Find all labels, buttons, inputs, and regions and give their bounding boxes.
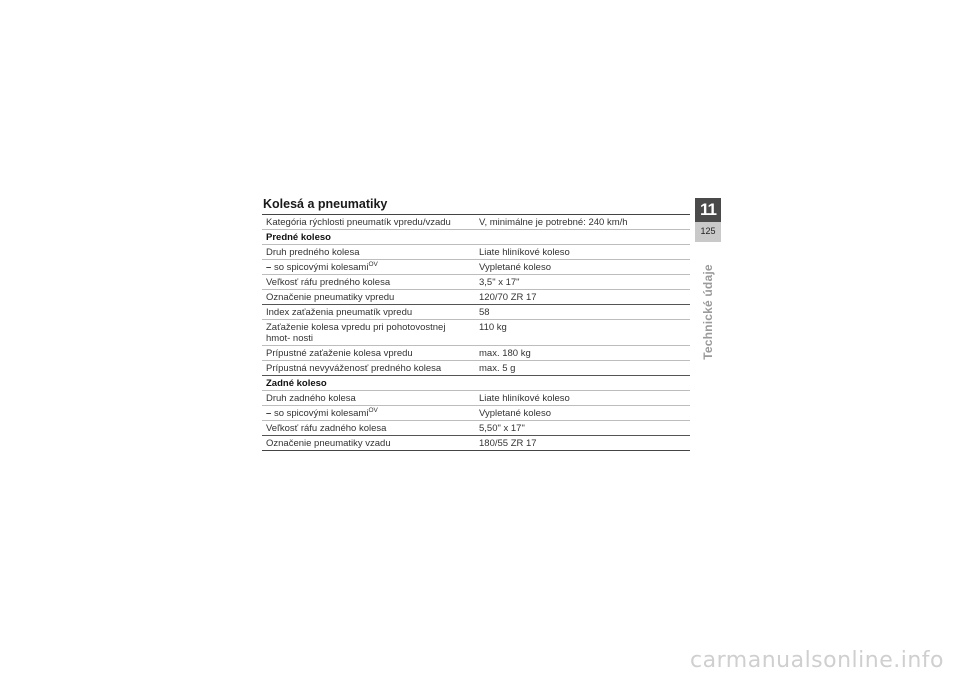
table-row xyxy=(262,260,690,275)
row-label xyxy=(262,406,475,421)
row-value: Liate hliníkové koleso xyxy=(479,393,570,404)
table-row xyxy=(262,245,690,260)
page-number: 125 xyxy=(700,226,716,236)
dash-marker: – xyxy=(266,408,272,419)
row-label: Druh zadného kolesa xyxy=(266,393,356,404)
table-row xyxy=(262,361,690,376)
option-superscript: OV xyxy=(368,406,378,414)
row-label: Veľkosť ráfu predného kolesa xyxy=(266,277,391,288)
spec-table xyxy=(262,214,690,451)
side-label-container xyxy=(700,252,716,372)
table-row xyxy=(262,320,690,346)
row-value: Liate hliníkové koleso xyxy=(479,247,570,258)
table-row xyxy=(262,215,690,230)
row-value: 5,50" x 17" xyxy=(479,423,525,434)
heading-label: Zadné koleso xyxy=(266,378,327,389)
row-label: Index zaťaženia pneumatík vpredu xyxy=(266,307,413,318)
table-row xyxy=(262,346,690,361)
section-title: Kolesá a pneumatiky xyxy=(263,197,388,211)
table-row xyxy=(262,421,690,436)
table-section-heading xyxy=(262,376,690,391)
row-value: max. 180 kg xyxy=(479,348,531,359)
heading-label: Predné koleso xyxy=(266,232,331,243)
row-value: Vypletané koleso xyxy=(479,408,552,419)
row-label: Zaťaženie kolesa vpredu pri pohotovostnej hmot- nosti xyxy=(266,322,446,344)
table-row xyxy=(262,406,690,421)
row-label: Označenie pneumatiky vzadu xyxy=(266,438,391,449)
row-label: Kategória rýchlosti pneumatík vpredu/vzadu xyxy=(266,217,451,228)
option-superscript: OV xyxy=(368,260,378,268)
table-section-heading xyxy=(262,230,690,245)
row-label: Veľkosť ráfu zadného kolesa xyxy=(266,423,387,434)
option-label: so spicovými kolesami xyxy=(273,262,369,273)
watermark: carmanualsonline.info xyxy=(690,648,944,673)
row-label xyxy=(262,260,475,275)
chapter-number: 11 xyxy=(700,200,716,219)
side-label: Technické údaje xyxy=(701,264,715,360)
table-row xyxy=(262,436,690,451)
dash-marker: – xyxy=(266,262,272,273)
table-row xyxy=(262,290,690,305)
row-label: Druh predného kolesa xyxy=(266,247,360,258)
row-value: 180/55 ZR 17 xyxy=(479,438,537,449)
table-row xyxy=(262,305,690,320)
row-value: Vypletané koleso xyxy=(479,262,552,273)
row-label: Prípustné zaťaženie kolesa vpredu xyxy=(266,348,413,359)
row-value: max. 5 g xyxy=(479,363,516,374)
row-value: V, minimálne je potrebné: 240 km/h xyxy=(479,217,628,228)
row-label: Označenie pneumatiky vpredu xyxy=(266,292,395,303)
row-value: 3,5" x 17" xyxy=(479,277,520,288)
table-row xyxy=(262,275,690,290)
row-value: 58 xyxy=(479,307,490,318)
row-value: 120/70 ZR 17 xyxy=(479,292,537,303)
table-row xyxy=(262,391,690,406)
row-value: 110 kg xyxy=(479,322,507,333)
row-label: Prípustná nevyváženosť predného kolesa xyxy=(266,363,442,374)
option-label: so spicovými kolesami xyxy=(273,408,369,419)
